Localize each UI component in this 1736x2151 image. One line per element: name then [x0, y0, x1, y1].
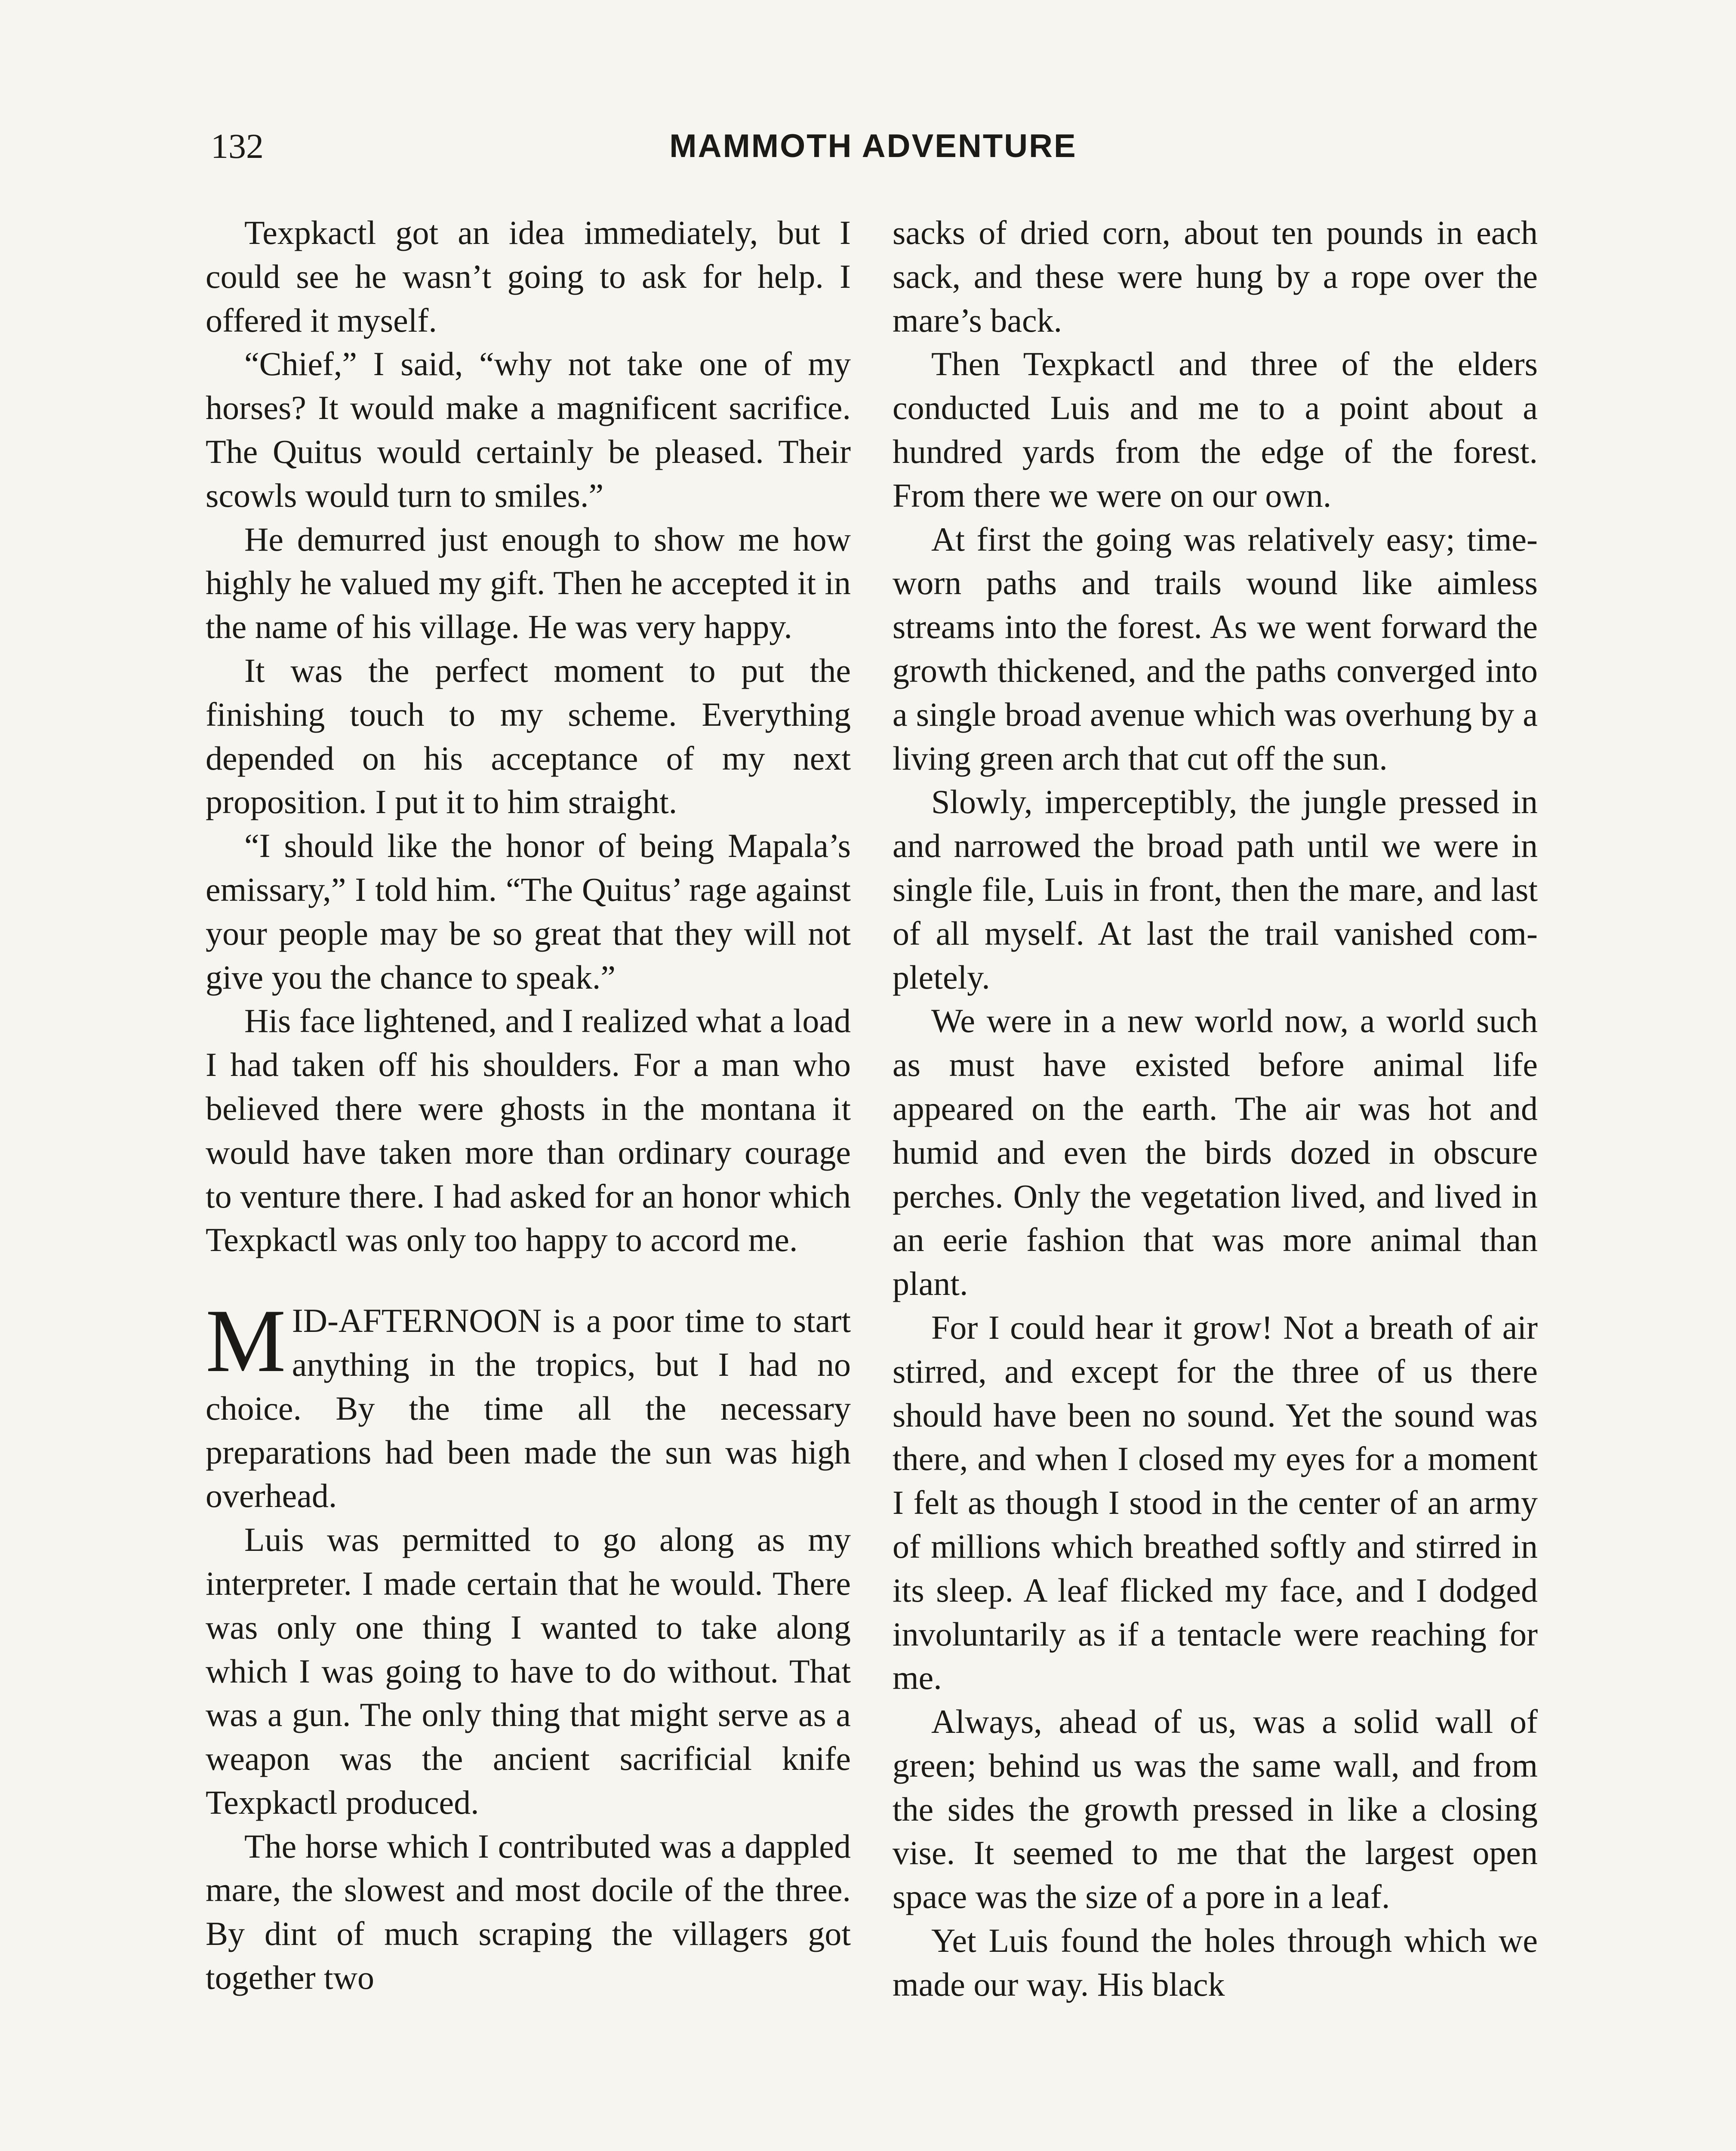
drop-cap: M: [206, 1291, 286, 1391]
paragraph: Yet Luis found the holes through which we made our way. His black: [893, 1922, 1538, 2003]
paragraph: At first the going was relatively easy; time-worn paths and trails wound like aimless streams into the forest. As we went forward the growth thickened, and the paths converged into a single broad avenue which was overhung by a living green arch that cut off the sun.: [893, 520, 1538, 777]
section-opening-paragraph: [206, 1291, 851, 1518]
paragraph: “I should like the honor of being Mapala’s emissary,” I told him. “The Quitus’ rage against your people may be so great that they will not give you the chance to speak.”: [206, 827, 851, 996]
paragraph: Always, ahead of us, was a solid wall of green; behind us was the same wall, and from the sides the growth pressed in like a closing vise. It seemed to me that the largest open space was the size of a pore in a leaf.: [893, 1703, 1538, 1916]
paragraph: Then Texpkactl and three of the elders conducted Luis and me to a point about a hundred yards from the edge of the forest. From there we were on our own.: [893, 345, 1538, 514]
paragraph: Texpkactl got an idea immediately, but I could see he wasn’t going to ask for help. I offered it myself.: [206, 214, 851, 339]
right-column: [893, 211, 1538, 2151]
paragraph: We were in a new world now, a world such as must have existed before animal life appeared on the earth. The air was hot and humid and even the birds dozed in obscure perches. Only the vegetation lived, and lived in an eerie fashion that was more animal than plant.: [893, 1002, 1538, 1303]
continued-paragraph: sacks of dried corn, about ten pounds in each sack, and these were hung by a rope over the mare’s back.: [893, 214, 1538, 339]
section-break: [206, 1262, 851, 1299]
section-opening-text: ID-AFTERNOON is a poor time to start anything in the tropics, but I had no choice. By the time all the necessary preparations had been made the sun was high overhead.: [206, 1302, 851, 1515]
page-header: [211, 123, 1536, 170]
paragraph: Slowly, imperceptibly, the jungle pressed in and narrowed the broad path until we were in single file, Luis in front, then the mare, and last of all myself. At last the trail vanished completely.: [893, 783, 1538, 996]
running-title: MAMMOTH ADVENTURE: [669, 128, 1077, 164]
paragraph: Luis was permitted to go along as my interpreter. I made certain that he would. There was only one thing I wanted to take along which I was going to have to do without. That was a gun. The only thing that might serve as a weapon was the ancient sacrificial knife Texpkactl produced.: [206, 1521, 851, 1821]
paragraph: He demurred just enough to show me how highly he valued my gift. Then he accepted it in the name of his village. He was very happy.: [206, 520, 851, 646]
paragraph: His face lightened, and I realized what a load I had taken off his shoulders. For a man who believed there were ghosts in the montana it would have taken more than ordinary courage to venture there. I had asked for an honor which Texpkactl was only too happy to accord me.: [206, 1002, 851, 1259]
left-column: [206, 211, 851, 2151]
paragraph: “Chief,” I said, “why not take one of my horses? It would make a magnificent sacrifice. The Quitus would certainly be pleased. Their scowls would turn to smiles.”: [206, 345, 851, 514]
paragraph: It was the perfect moment to put the finishing touch to my scheme. Everything depended on his acceptance of my next proposition. I put it to him straight.: [206, 651, 851, 821]
paragraph: For I could hear it grow! Not a breath of air stirred, and except for the three of us there should have been no sound. Yet the sound was there, and when I closed my eyes for a moment I felt as though I stood in the center of an army of millions which breathed softly and stirred in its sleep. A leaf flicked my face, and I dodged involuntarily as if a tentacle were reaching for me.: [893, 1308, 1538, 1697]
paragraph: The horse which I contributed was a dappled mare, the slowest and most docile of the three. By dint of much scraping the villagers got together two: [206, 1827, 851, 1997]
page-number: 132: [211, 126, 264, 166]
